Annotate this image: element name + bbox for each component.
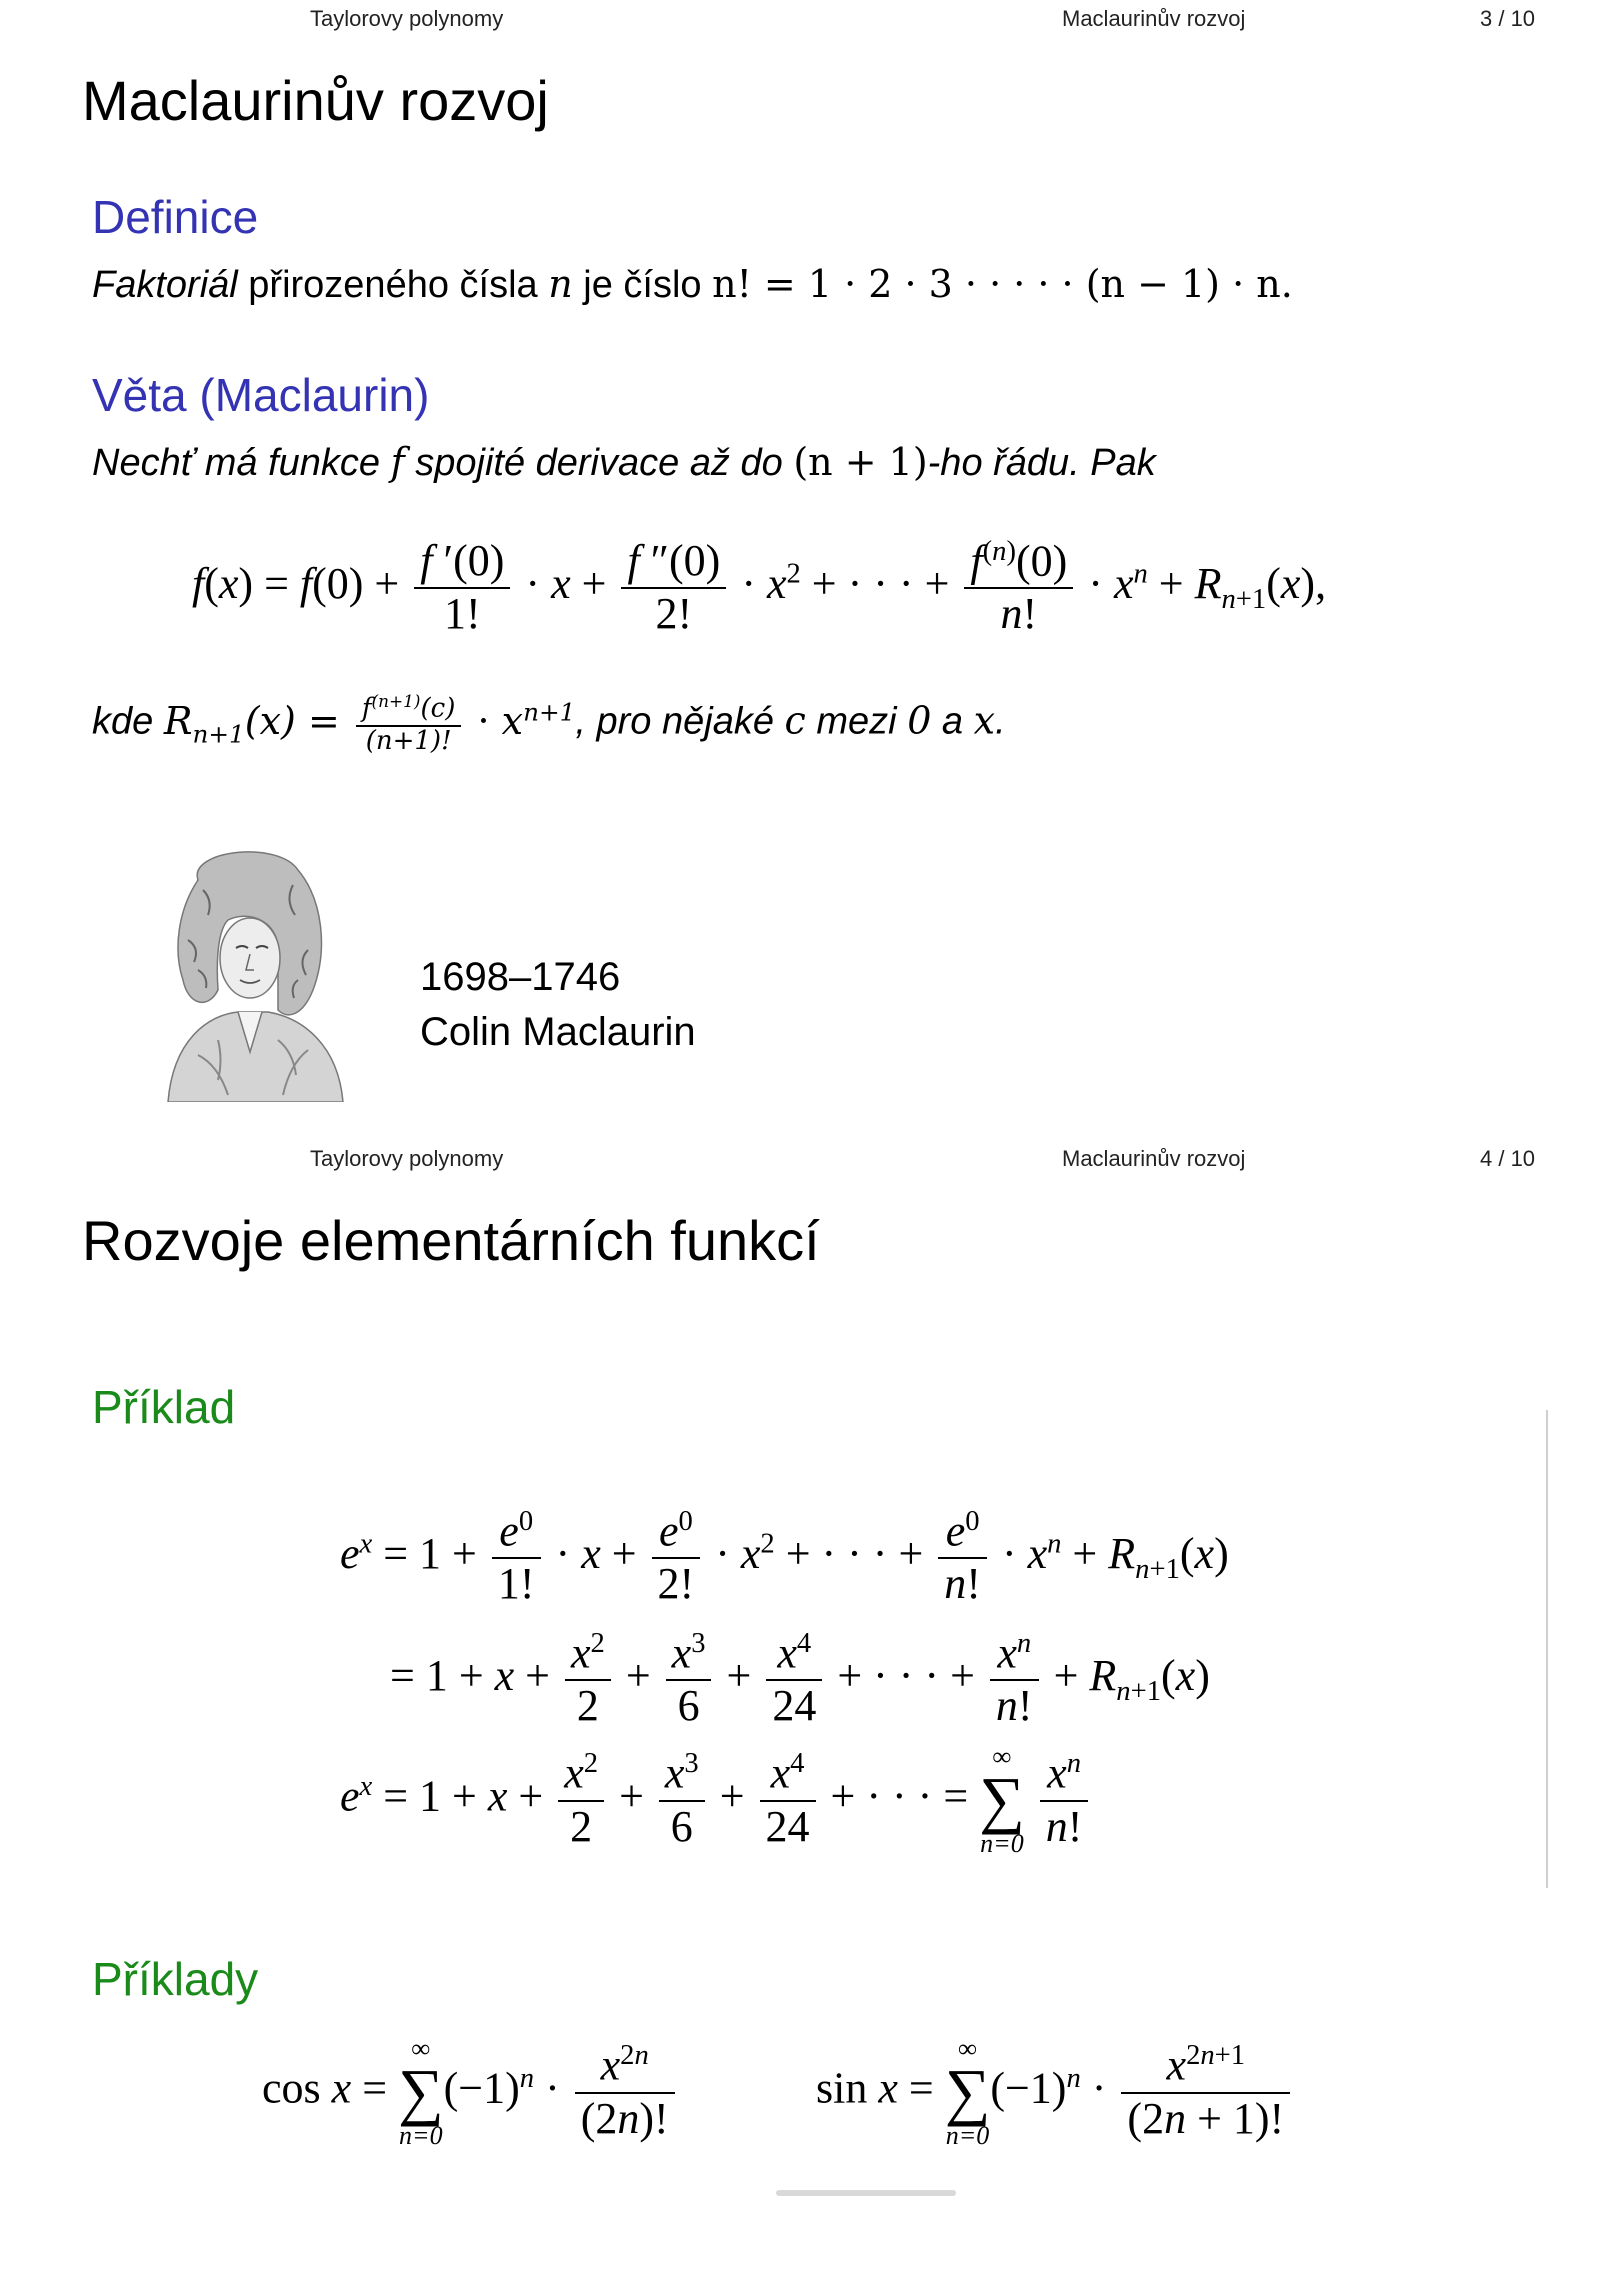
definition-text-b: je číslo: [572, 264, 713, 306]
factorial-formula: n! = 1 · 2 · 3 · · · · · (n − 1) · n.: [712, 262, 1293, 306]
theorem-order: (n + 1): [793, 440, 928, 484]
remainder-formula: $R_{n+1}(x)$ = $\frac{f^{(n+1)}(c)}{(n+1)!}$ · $x^{n+1}$: [163, 691, 576, 756]
example-heading: Příklad: [92, 1381, 236, 1433]
slide-title: Maclaurinův rozvoj: [82, 69, 549, 132]
frac-second-derivative: $\frac{f ''(0)}{2!}$: [621, 536, 726, 639]
slide-title: Rozvoje elementárních funkcí: [82, 1209, 820, 1272]
frac-nth-derivative: $\frac{f^{(n)}(0)}{n!}$: [964, 536, 1073, 640]
scroll-divider: [1546, 1410, 1548, 1888]
sin-series: sin x = ∞ ∑ n=0 $(-1)^n$ · $\frac{x^{2n+1}}{(2n + 1)!}$: [816, 2036, 1294, 2149]
examples-heading: Příklady: [92, 1953, 259, 2005]
portrait-name: Colin Maclaurin: [420, 1010, 696, 1054]
header-subsection-title: Maclaurinův rozvoj: [1062, 6, 1246, 31]
frac-first-derivative: $\frac{f '(0)}{1!}$: [414, 536, 510, 639]
maclaurin-portrait: [128, 840, 368, 1102]
remainder-kde: kde: [92, 700, 164, 743]
theorem-text-b: spojité derivace až do: [404, 442, 794, 484]
definition-heading: Definice: [92, 191, 259, 243]
exp-series: $e^x = 1 + x$ + $\frac{x^2}{2}$ + $\frac{x^3}{6}$ + $\frac{x^4}{24}$ + · · · = ∞ ∑ n=0 $\frac{x^n}{n!}$: [340, 1744, 1092, 1857]
remainder-line: [92, 692, 1006, 756]
theorem-text-a: Nechť má funkce: [92, 442, 391, 484]
header-section-title: Taylorovy polynomy: [310, 6, 504, 31]
exp-expansion-line-2: = 1 + x + $\frac{x^2}{2}$ + $\frac{x^3}{6}$ + $\frac{x^4}{24}$ + · · · + $\frac{x^n}{n!}$ + $R_{n+1}(x)$: [390, 1628, 1210, 1731]
remainder-var-c: c: [784, 698, 806, 743]
remainder-mezi: mezi: [805, 700, 908, 743]
remainder-end: .: [995, 700, 1006, 743]
header-subsection-title: Maclaurinův rozvoj: [1062, 1146, 1246, 1171]
remainder-var-x: x: [973, 698, 996, 743]
exp-expansion-line-1: $e^x = 1$ + $\frac{e^0}{1!}$ · x + $\frac{e^0}{2!}$ · $x^2$ + · · · + $\frac{e^0}{n!}$ · $x^n + R_{n+1}(x)$: [340, 1506, 1229, 1609]
theorem-text-c: -ho řádu. Pak: [927, 442, 1156, 484]
definition-var-n: n: [548, 262, 573, 306]
portrait-years: 1698–1746: [420, 955, 621, 999]
remainder-zero: 0: [907, 698, 932, 743]
slide-4: [0, 1140, 1604, 2269]
definition-text-a: přirozeného čísla: [237, 264, 549, 306]
definition-term: Faktoriál: [92, 264, 238, 306]
header-page-number: 3 / 10: [1480, 6, 1536, 31]
remainder-a: a: [931, 700, 974, 743]
page-scroll-handle[interactable]: [776, 2190, 956, 2196]
header-page-number: 4 / 10: [1480, 1146, 1536, 1171]
theorem-var-f: f: [390, 440, 405, 484]
header-section-title: Taylorovy polynomy: [310, 1146, 504, 1171]
theorem-statement: [92, 440, 1156, 485]
maclaurin-formula: f(x) = f(0) + $\frac{f '(0)}{1!}$ · x + $\frac{f ''(0)}{2!}$ · $x^2$ + · · · + $\frac{f^{(n)}(0)}{n!}$ · $x^n + R_{n+1}(x)$,: [192, 536, 1327, 639]
remainder-pro: , pro nějaké: [575, 700, 785, 743]
cos-series: cos x = ∞ ∑ n=0 $(-1)^n$ · $\frac{x^{2n}}{(2n)!}$: [262, 2036, 679, 2149]
theorem-heading: Věta (Maclaurin): [92, 369, 430, 421]
definition-text: [92, 262, 1293, 307]
